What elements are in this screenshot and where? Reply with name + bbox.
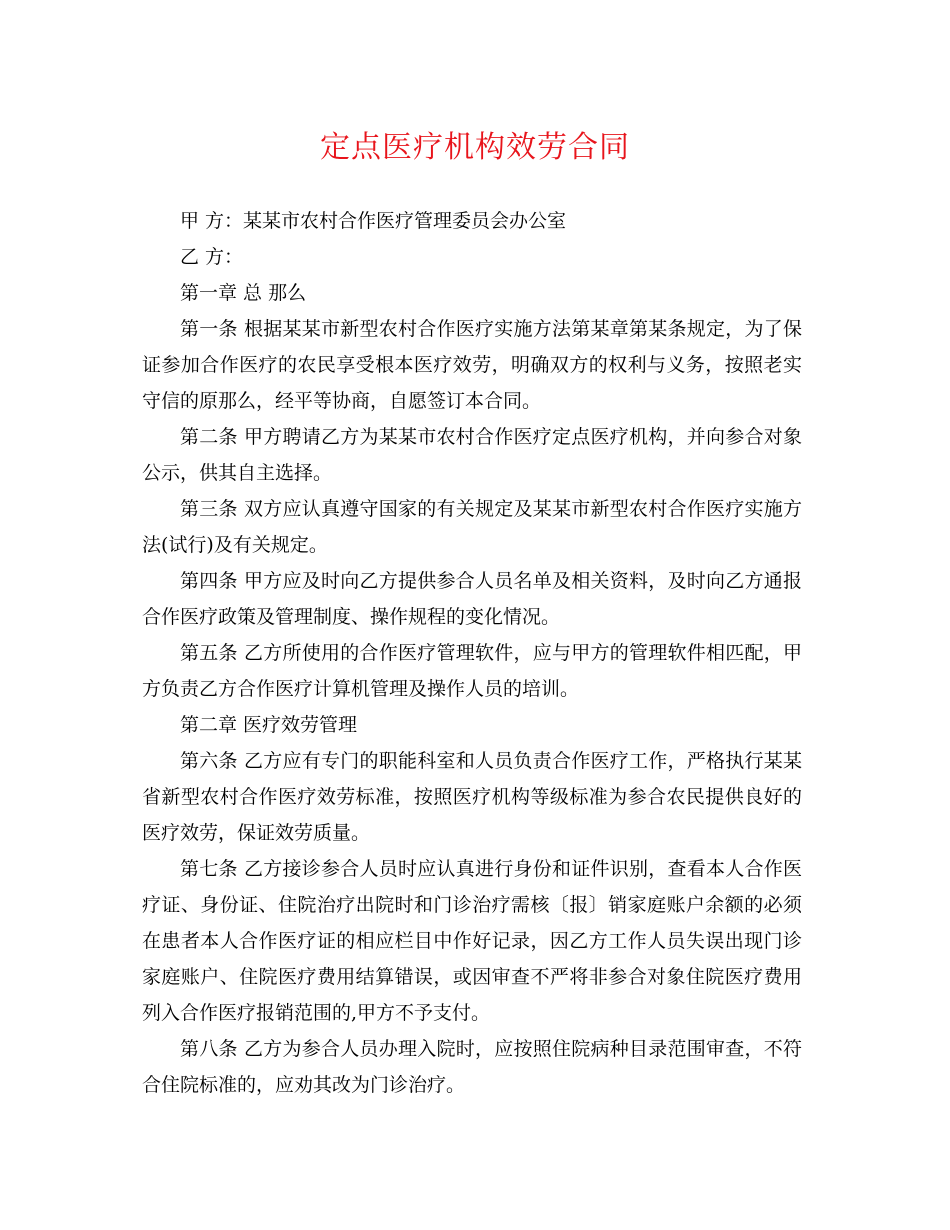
chapter-2-heading: 第二章 医疗效劳管理 bbox=[180, 714, 358, 736]
party-b-line: 乙 方： bbox=[180, 246, 244, 268]
article-8: 第八条 乙方为参合人员办理入院时，应按照住院病种目录范围审查，不符合住院标准的，应劝其改为门诊治疗。 bbox=[142, 1038, 802, 1096]
document-body bbox=[142, 203, 802, 1103]
article-6: 第六条 乙方应有专门的职能科室和人员负责合作医疗工作，严格执行某某省新型农村合作医疗效劳标准，按照医疗机构等级标准为参合农民提供良好的医疗效劳，保证效劳质量。 bbox=[142, 750, 802, 844]
document-title: 定点医疗机构效劳合同 bbox=[320, 130, 630, 165]
article-4: 第四条 甲方应及时向乙方提供参合人员名单及相关资料，及时向乙方通报合作医疗政策及管理制度、操作规程的变化情况。 bbox=[142, 570, 802, 628]
article-7: 第七条 乙方接诊参合人员时应认真进行身份和证件识别，查看本人合作医疗证、身份证、住院治疗出院时和门诊治疗需核〔报〕销家庭账户余额的必须在患者本人合作医疗证的相应栏目中作好记录，因乙方工作人员失误出现门诊家庭账户、住院医疗费用结算错误，或因审查不严将非参合对象住院医疗费用列入合作医疗报销范围的,甲方不予支付。 bbox=[142, 858, 802, 1024]
chapter-1-heading: 第一章 总 那么 bbox=[180, 282, 307, 304]
article-3: 第三条 双方应认真遵守国家的有关规定及某某市新型农村合作医疗实施方法(试行)及有关规定。 bbox=[142, 498, 802, 556]
article-2: 第二条 甲方聘请乙方为某某市农村合作医疗定点医疗机构，并向参合对象公示，供其自主选择。 bbox=[142, 426, 802, 484]
article-1: 第一条 根据某某市新型农村合作医疗实施方法第某章第某条规定，为了保证参加合作医疗的农民享受根本医疗效劳，明确双方的权利与义务，按照老实守信的原那么，经平等协商，自愿签订本合同。 bbox=[142, 318, 802, 412]
party-a-line: 甲 方：某某市农村合作医疗管理委员会办公室 bbox=[180, 210, 567, 232]
article-5: 第五条 乙方所使用的合作医疗管理软件，应与甲方的管理软件相匹配，甲方负责乙方合作医疗计算机管理及操作人员的培训。 bbox=[142, 642, 802, 700]
